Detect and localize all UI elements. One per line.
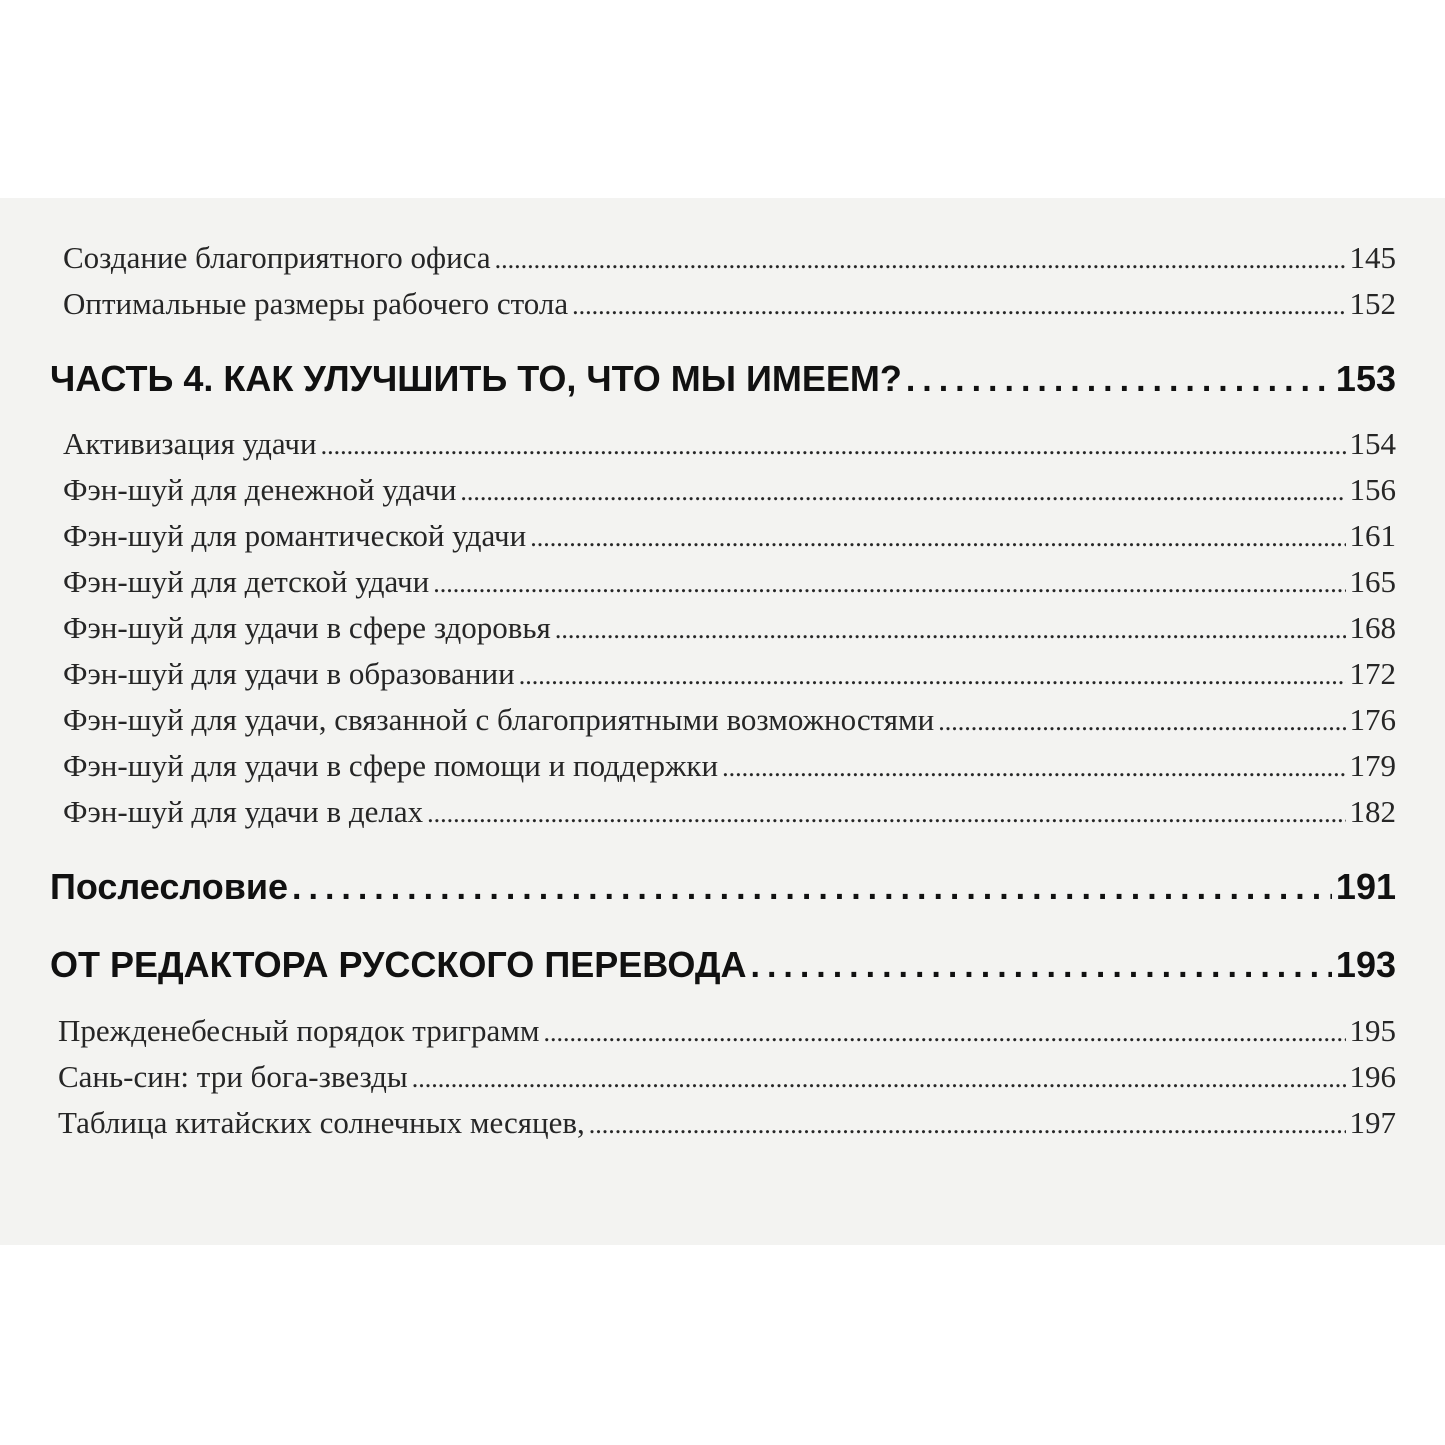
toc-entry xyxy=(63,748,1396,784)
toc-entry-page: 154 xyxy=(1349,426,1396,461)
toc-heading-page: 193 xyxy=(1335,944,1396,985)
toc-entry xyxy=(63,472,1396,508)
toc-entry xyxy=(63,656,1396,692)
toc-entry-title: Фэн-шуй для удачи в делах xyxy=(63,794,424,829)
dot-leader xyxy=(292,869,1332,908)
dot-leader xyxy=(433,569,1345,599)
toc-entry-title: Оптимальные размеры рабочего стола xyxy=(63,286,569,321)
toc-heading-title: ЧАСТЬ 4. КАК УЛУЧШИТЬ ТО, ЧТО МЫ ИМЕЕМ? xyxy=(50,358,902,399)
toc-entry xyxy=(58,1105,1396,1141)
toc-entry-page: 197 xyxy=(1349,1105,1396,1140)
toc-entry-title: Активизация удачи xyxy=(63,426,317,461)
dot-leader xyxy=(412,1064,1346,1094)
toc-entry-title: Сань-син: три бога-звезды xyxy=(58,1059,408,1094)
toc-entry-page: 176 xyxy=(1349,702,1396,737)
toc-entry-page: 196 xyxy=(1349,1059,1396,1094)
dot-leader xyxy=(495,245,1346,275)
toc-entry-page: 195 xyxy=(1349,1013,1396,1048)
dot-leader xyxy=(321,431,1346,461)
toc-entry xyxy=(63,702,1396,738)
dot-leader xyxy=(544,1018,1346,1048)
dot-leader xyxy=(519,661,1346,691)
toc-entry-title: Фэн-шуй для удачи в сфере помощи и поддержки xyxy=(63,748,719,783)
dot-leader xyxy=(555,615,1346,645)
toc-entry-page: 182 xyxy=(1349,794,1396,829)
toc-entry-title: Фэн-шуй для денежной удачи xyxy=(63,472,457,507)
toc-entry-page: 145 xyxy=(1349,240,1396,275)
toc-entry-title: Фэн-шуй для романтической удачи xyxy=(63,518,527,553)
toc-heading-page: 153 xyxy=(1335,358,1396,399)
toc-entry-title: Фэн-шуй для удачи в образовании xyxy=(63,656,515,691)
dot-leader xyxy=(530,523,1345,553)
table-of-contents xyxy=(0,198,1445,1245)
toc-entry-title: Таблица китайских солнечных месяцев, xyxy=(58,1105,585,1140)
toc-entry-page: 168 xyxy=(1349,610,1396,645)
toc-entry xyxy=(58,1059,1396,1095)
toc-entry-page: 172 xyxy=(1349,656,1396,691)
dot-leader xyxy=(722,753,1345,783)
dot-leader xyxy=(589,1110,1346,1140)
dot-leader xyxy=(572,291,1345,321)
toc-entry-title: Фэн-шуй для удачи, связанной с благоприятными возможностями xyxy=(63,702,935,737)
toc-heading-title: ОТ РЕДАКТОРА РУССКОГО ПЕРЕВОДА xyxy=(50,944,747,985)
toc-part-heading xyxy=(50,358,1396,400)
toc-entry-title: Фэн-шуй для детской удачи xyxy=(63,564,430,599)
toc-entry-title: Фэн-шуй для удачи в сфере здоровья xyxy=(63,610,551,645)
book-page xyxy=(0,198,1445,1245)
toc-section-heading xyxy=(50,866,1396,908)
dot-leader xyxy=(460,477,1345,507)
toc-entry-page: 165 xyxy=(1349,564,1396,599)
dot-leader xyxy=(427,799,1345,829)
toc-entry xyxy=(63,286,1396,322)
toc-entry-title: Прежденебесный порядок триграмм xyxy=(58,1013,540,1048)
toc-entry xyxy=(58,1013,1396,1049)
toc-entry xyxy=(63,564,1396,600)
toc-entry-page: 156 xyxy=(1349,472,1396,507)
dot-leader xyxy=(751,947,1332,986)
toc-section-heading xyxy=(50,944,1396,986)
dot-leader xyxy=(938,707,1345,737)
toc-entry xyxy=(63,240,1396,276)
toc-entry-page: 161 xyxy=(1349,518,1396,553)
toc-entry-title: Создание благоприятного офиса xyxy=(63,240,491,275)
dot-leader xyxy=(906,361,1332,400)
toc-heading-title: Послесловие xyxy=(50,866,289,907)
toc-entry xyxy=(63,426,1396,462)
toc-entry-page: 179 xyxy=(1349,748,1396,783)
toc-entry xyxy=(63,610,1396,646)
toc-entry xyxy=(63,794,1396,830)
toc-entry-page: 152 xyxy=(1349,286,1396,321)
toc-heading-page: 191 xyxy=(1335,866,1396,907)
toc-entry xyxy=(63,518,1396,554)
